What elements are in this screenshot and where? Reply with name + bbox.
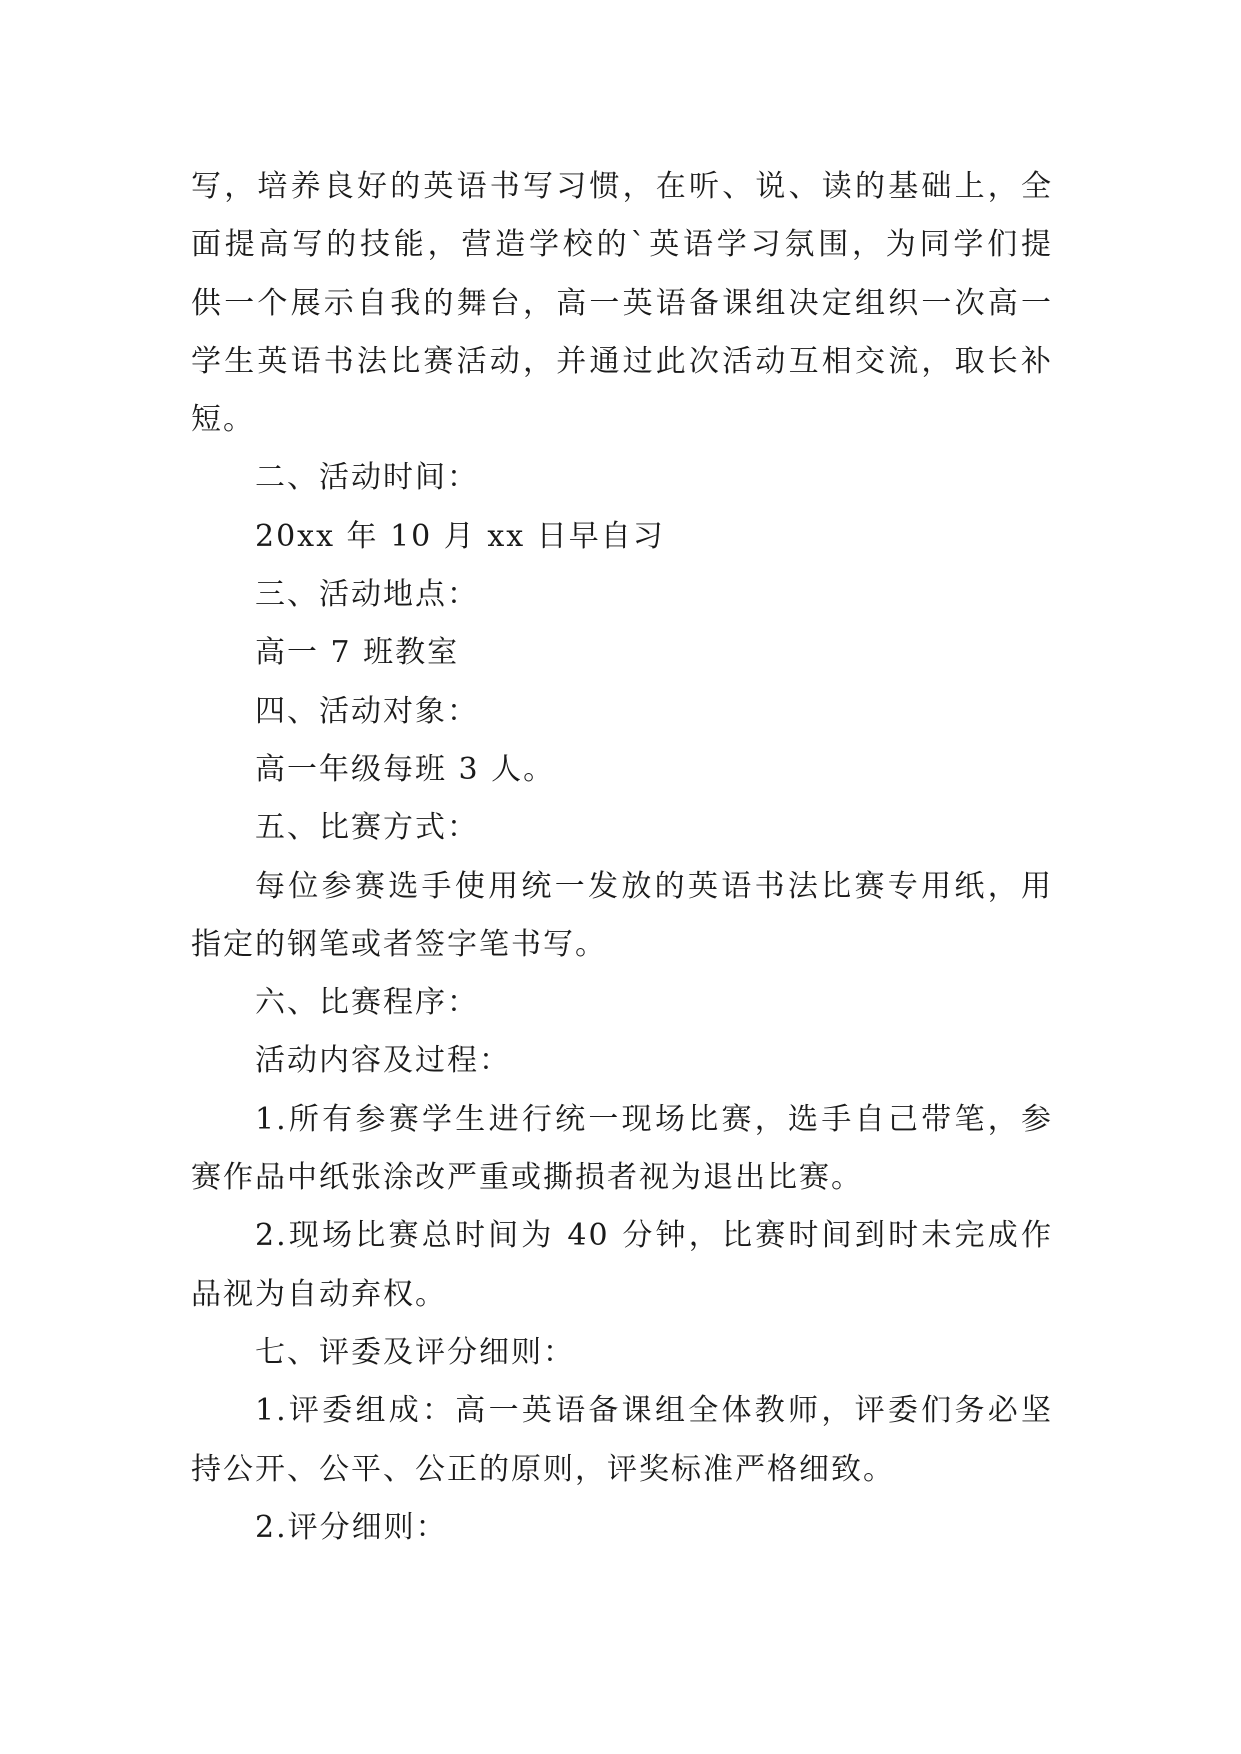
body-line: 写，培养良好的英语书写习惯，在听、说、读的基础上，全 [191, 169, 1053, 204]
section-heading: 六、比赛程序： [255, 985, 479, 1021]
body-line: 品视为自动弃权。 [191, 1276, 447, 1312]
body-line: 指定的钢笔或者签字笔书写。 [191, 926, 607, 962]
body-line: 学生英语书法比赛活动，并通过此次活动互相交流，取长补 [191, 343, 1053, 379]
body-line: 2.现场比赛总时间为 40 分钟，比赛时间到时未完成作 [255, 1218, 1053, 1254]
body-line: 2.评分细则： [255, 1509, 448, 1545]
body-line: 短。 [191, 402, 255, 438]
section-heading: 七、评委及评分细则： [255, 1334, 575, 1370]
body-line: 1.所有参赛学生进行统一现场比赛，选手自己带笔，参 [255, 1101, 1053, 1137]
section-heading: 三、活动地点： [255, 577, 479, 613]
body-line: 每位参赛选手使用统一发放的英语书法比赛专用纸，用 [255, 868, 1053, 904]
section-heading: 四、活动对象： [255, 693, 479, 729]
document-body [191, 158, 1053, 1557]
body-line: 面提高写的技能，营造学校的`英语学习氛围，为同学们提 [191, 227, 1053, 263]
body-line: 1.评委组成：高一英语备课组全体教师，评委们务必坚 [255, 1393, 1053, 1429]
body-line: 20xx 年 10 月 xx 日早自习 [255, 518, 665, 554]
body-line: 持公开、公平、公正的原则，评奖标准严格细致。 [191, 1451, 895, 1487]
body-line: 供一个展示自我的舞台，高一英语备课组决定组织一次高一 [191, 285, 1053, 321]
body-line: 高一 7 班教室 [255, 635, 460, 671]
section-heading: 二、活动时间： [255, 460, 479, 496]
body-line: 高一年级每班 3 人。 [255, 751, 556, 787]
body-line: 活动内容及过程： [255, 1043, 511, 1079]
section-heading: 五、比赛方式： [255, 810, 479, 846]
body-line: 赛作品中纸张涂改严重或撕损者视为退出比赛。 [191, 1160, 863, 1196]
